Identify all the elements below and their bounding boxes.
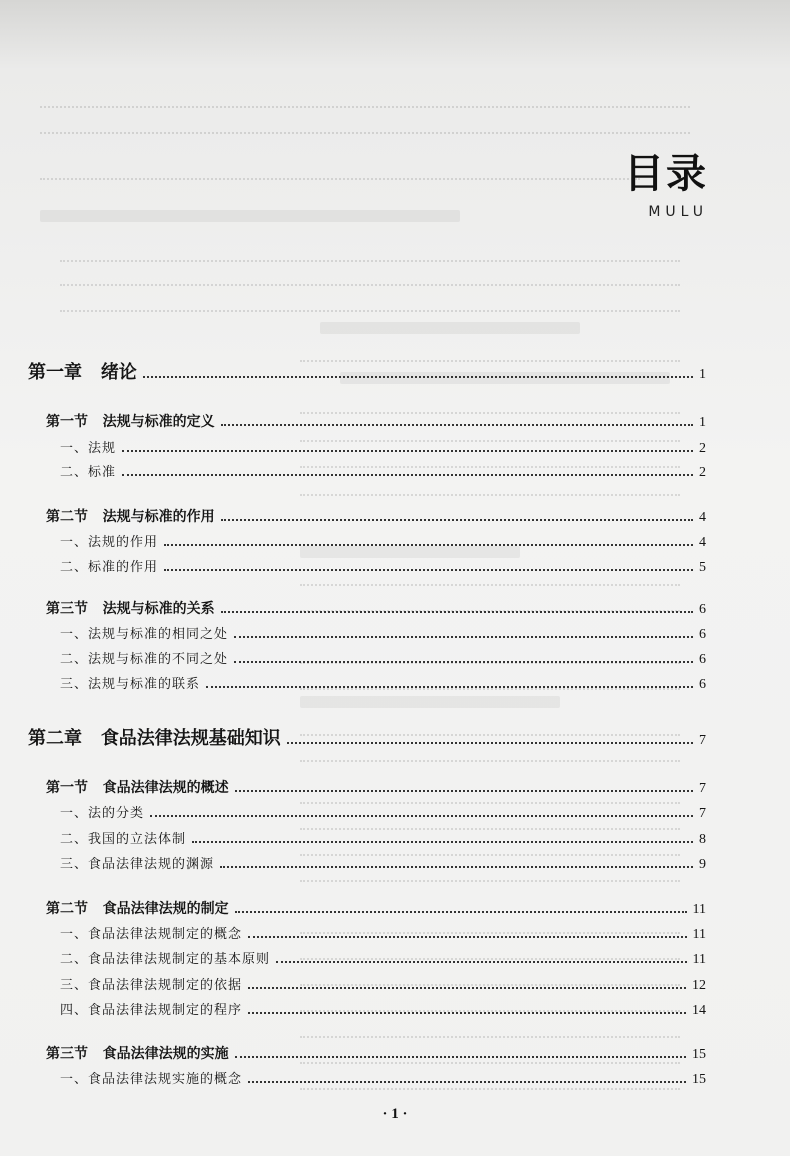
item-title: 食品法律法规的渊源	[88, 857, 215, 872]
chapter-number: 第二章	[28, 728, 82, 749]
dot-leader	[192, 840, 693, 843]
toc-item	[60, 999, 706, 1019]
dot-leader	[235, 789, 693, 792]
dot-leader	[248, 1011, 686, 1014]
toc-section	[46, 898, 706, 918]
page-number: 2	[699, 441, 706, 456]
section-number: 第三节	[46, 601, 88, 617]
page-number: 6	[699, 677, 706, 692]
dot-leader	[234, 660, 693, 663]
item-number: 四、	[60, 1003, 89, 1018]
toc-item	[60, 948, 706, 968]
section-title: 食品法律法规的实施	[102, 1046, 229, 1062]
dot-leader	[122, 449, 693, 452]
toc-item	[60, 802, 706, 822]
page-number: 2	[699, 465, 706, 480]
dot-leader	[235, 910, 687, 913]
item-number: 一、	[60, 535, 89, 550]
section-title: 法规与标准的定义	[102, 414, 215, 430]
item-number: 二、	[60, 952, 89, 967]
chapter-title: 食品法律法规基础知识	[100, 728, 281, 749]
dot-leader	[221, 423, 693, 426]
section-title: 法规与标准的作用	[102, 509, 215, 525]
item-number: 三、	[60, 857, 89, 872]
section-title: 食品法律法规的制定	[102, 901, 229, 917]
dot-leader	[143, 375, 693, 378]
page-number: 8	[699, 832, 706, 847]
item-title: 食品法律法规制定的基本原则	[88, 952, 271, 967]
page-number: 1	[699, 415, 706, 430]
page-number: 15	[692, 1047, 706, 1062]
toc-item	[60, 673, 706, 693]
page-number: 6	[699, 602, 706, 617]
page-number: 11	[692, 902, 706, 917]
dot-leader	[221, 610, 693, 613]
page-number: 15	[692, 1072, 706, 1087]
toc-item	[60, 437, 706, 457]
page-number: 4	[699, 510, 706, 525]
item-number: 一、	[60, 627, 89, 642]
item-title: 食品法律法规制定的程序	[88, 1003, 243, 1018]
section-number: 第一节	[46, 780, 88, 796]
item-title: 标准	[88, 465, 117, 480]
page-subtitle: MULU	[648, 204, 708, 220]
page-number: 5	[699, 560, 706, 575]
toc-chapter	[28, 724, 706, 750]
dot-leader	[206, 685, 693, 688]
item-title: 食品法律法规制定的概念	[88, 927, 243, 942]
item-title: 标准的作用	[88, 560, 159, 575]
item-title: 法规与标准的不同之处	[88, 652, 229, 667]
section-title: 食品法律法规的概述	[102, 780, 229, 796]
toc-section	[46, 1043, 706, 1063]
item-number: 一、	[60, 441, 89, 456]
toc-section	[46, 777, 706, 797]
page-number: 7	[699, 733, 706, 748]
dot-leader	[221, 518, 693, 521]
item-title: 食品法律法规制定的依据	[88, 978, 243, 993]
item-number: 一、	[60, 927, 89, 942]
dot-leader	[287, 741, 693, 744]
section-title: 法规与标准的关系	[102, 601, 215, 617]
dot-leader	[220, 865, 693, 868]
chapter-number: 第一章	[28, 362, 82, 383]
item-title: 法规与标准的相同之处	[88, 627, 229, 642]
item-title: 法规的作用	[88, 535, 159, 550]
toc-item	[60, 531, 706, 551]
dot-leader	[122, 473, 693, 476]
dot-leader	[164, 543, 693, 546]
page-number: 7	[699, 781, 706, 796]
toc-item	[60, 974, 706, 994]
page-number: 1	[699, 367, 706, 382]
item-number: 二、	[60, 560, 89, 575]
section-number: 第二节	[46, 901, 88, 917]
dot-leader	[150, 814, 693, 817]
item-title: 食品法律法规实施的概念	[88, 1072, 243, 1087]
dot-leader	[276, 960, 686, 963]
section-number: 第一节	[46, 414, 88, 430]
dot-leader	[248, 935, 686, 938]
dot-leader	[248, 1080, 686, 1083]
toc-section	[46, 506, 706, 526]
toc-item	[60, 853, 706, 873]
item-number: 一、	[60, 1072, 89, 1087]
page-number: 12	[692, 978, 706, 993]
dot-leader	[235, 1055, 686, 1058]
item-number: 三、	[60, 978, 89, 993]
page-title: 目录	[624, 151, 708, 197]
page-number: 4	[699, 535, 706, 550]
chapter-title: 绪论	[100, 362, 137, 383]
page-number: 6	[699, 627, 706, 642]
toc-item	[60, 1068, 706, 1088]
page-number: 11	[692, 952, 706, 967]
toc-item	[60, 556, 706, 576]
toc-chapter	[28, 358, 706, 384]
section-number: 第三节	[46, 1046, 88, 1062]
toc-item	[60, 461, 706, 481]
item-number: 二、	[60, 652, 89, 667]
page-number: 6	[699, 652, 706, 667]
item-number: 三、	[60, 677, 89, 692]
item-number: 二、	[60, 832, 89, 847]
toc-section	[46, 411, 706, 431]
toc-item	[60, 648, 706, 668]
dot-leader	[234, 635, 693, 638]
toc-item	[60, 923, 706, 943]
toc-section	[46, 598, 706, 618]
item-number: 二、	[60, 465, 89, 480]
item-number: 一、	[60, 806, 89, 821]
page-number: 14	[692, 1003, 706, 1018]
page-number: 7	[699, 806, 706, 821]
toc-item	[60, 828, 706, 848]
page-folio: · 1 ·	[382, 1106, 408, 1122]
section-number: 第二节	[46, 509, 88, 525]
item-title: 我国的立法体制	[88, 832, 187, 847]
page-number: 9	[699, 857, 706, 872]
toc-item	[60, 623, 706, 643]
item-title: 法规与标准的联系	[88, 677, 201, 692]
page-number: 11	[692, 927, 706, 942]
dot-leader	[248, 986, 686, 989]
dot-leader	[164, 568, 693, 571]
item-title: 法的分类	[88, 806, 145, 821]
item-title: 法规	[88, 441, 117, 456]
